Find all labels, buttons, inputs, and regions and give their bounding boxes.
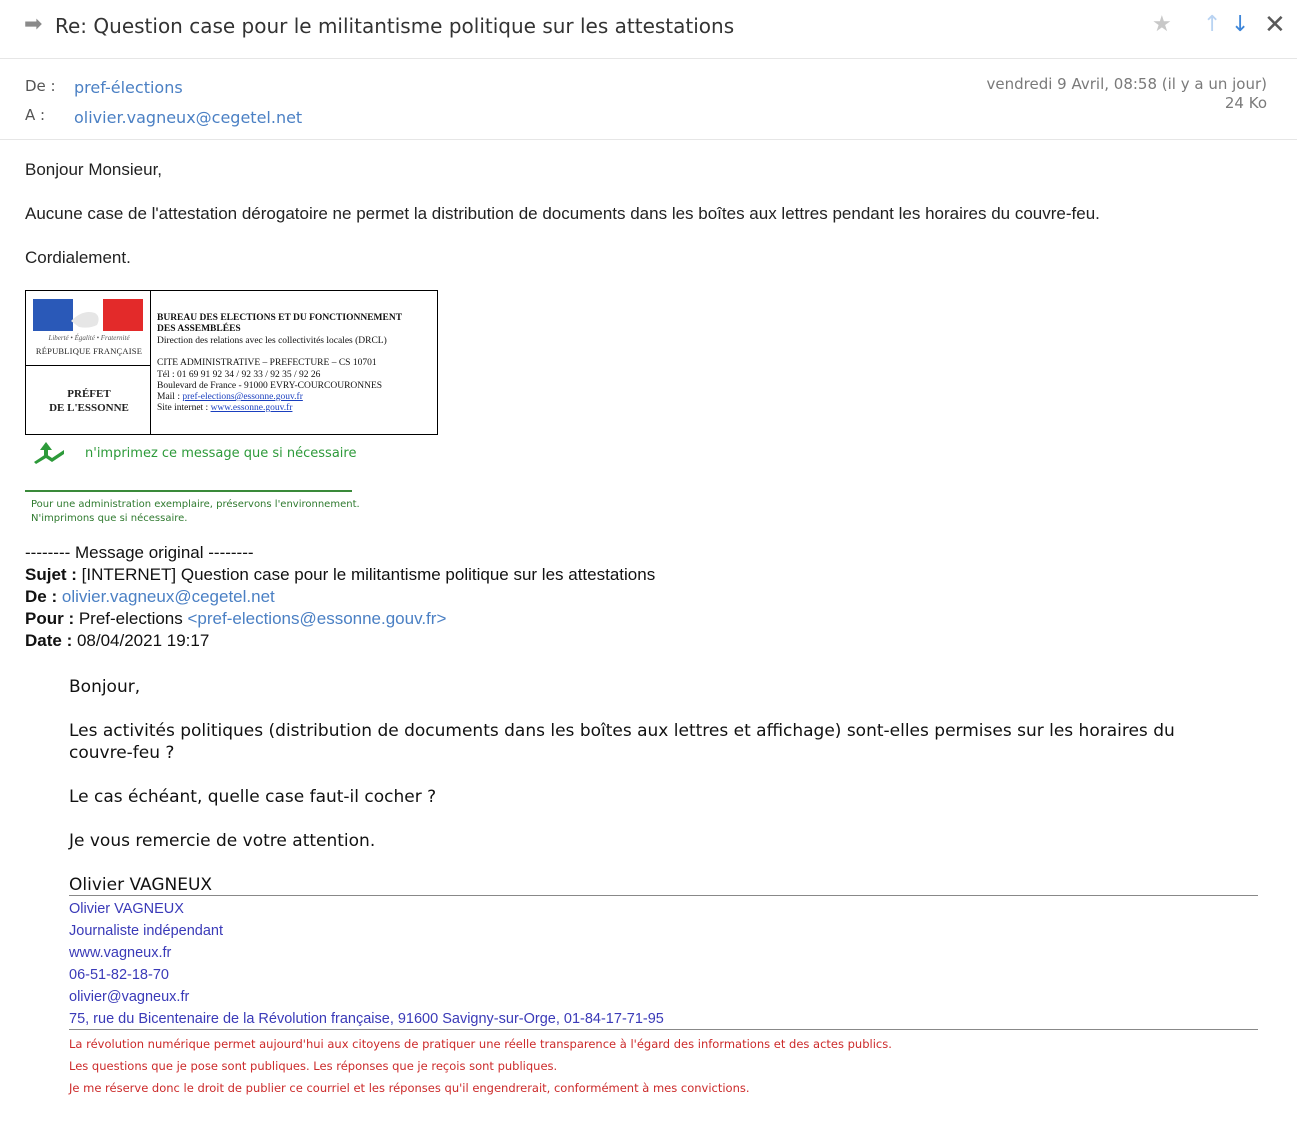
body-greeting: Bonjour Monsieur,	[25, 160, 163, 179]
prefet-label: PRÉFET DE L'ESSONNE	[49, 388, 129, 414]
tel-line: Tél : 01 69 91 92 34 / 92 33 / 92 35 / 92 26	[157, 370, 321, 380]
quoted-paragraph: Les activités politiques (distribution de documents dans les boîtes aux lettres et affichage) sont-elles permises sur les horaires du	[69, 721, 1175, 741]
disclaimer-line: Les questions que je pose sont publiques. Les réponses que je reçois sont publiques.	[69, 1059, 558, 1073]
arrow-down-icon[interactable]: ↓	[1231, 12, 1250, 37]
bureau-line: BUREAU DES ELECTIONS ET DU FONCTIONNEMENT	[157, 313, 403, 323]
mail-line: Mail : pref-elections@essonne.gouv.fr	[157, 392, 303, 402]
prefecture-signature	[25, 290, 438, 435]
mail-link[interactable]: pref-elections@essonne.gouv.fr	[182, 392, 303, 402]
direction-line: Direction des relations avec les collectivités locales (DRCL)	[157, 336, 387, 346]
eco-notice: n'imprimez ce message que si nécessaire	[85, 446, 357, 461]
original-from-link[interactable]: olivier.vagneux@cegetel.net	[61, 587, 275, 606]
print-eco-icon	[32, 440, 66, 466]
sender-email[interactable]: olivier@vagneux.fr	[69, 989, 190, 1005]
republic-motto: Liberté • Égalité • Fraternité	[48, 334, 130, 342]
sender-phone: 06-51-82-18-70	[69, 967, 169, 983]
quoted-paragraph: Je vous remercie de votre attention.	[69, 831, 376, 851]
cite-line: CITE ADMINISTRATIVE – PREFECTURE – CS 10701	[157, 358, 377, 368]
original-to: Pour : Pref-elections <pref-elections@essonne.gouv.fr>	[25, 609, 447, 628]
star-icon[interactable]: ★	[1152, 12, 1172, 37]
eco-small-line: N'imprimons que si nécessaire.	[31, 513, 188, 524]
from-value[interactable]: pref-élections	[74, 78, 183, 97]
quoted-paragraph: Le cas échéant, quelle case faut-il cocher ?	[69, 787, 437, 807]
close-icon[interactable]: ✕	[1264, 10, 1286, 40]
original-separator: -------- Message original --------	[25, 543, 254, 562]
site-line: Site internet : www.essonne.gouv.fr	[157, 403, 293, 413]
to-label: A :	[25, 106, 46, 124]
from-label: De :	[25, 77, 56, 95]
original-to-link[interactable]: <pref-elections@essonne.gouv.fr>	[187, 609, 447, 628]
divider	[150, 291, 151, 434]
site-link[interactable]: www.essonne.gouv.fr	[210, 403, 293, 413]
body-closing: Cordialement.	[25, 248, 131, 267]
body-line: Aucune case de l'attestation dérogatoire ne permet la distribution de documents dans les boîtes aux lettres pendant les horaires du couvre-feu.	[25, 204, 1100, 223]
marianne-logo-icon	[33, 299, 143, 331]
bureau-line: DES ASSEMBLÉES	[157, 324, 241, 334]
eco-divider	[25, 490, 352, 492]
quoted-signature-name: Olivier VAGNEUX	[69, 875, 213, 895]
disclaimer-line: La révolution numérique permet aujourd'hui aux citoyens de pratiquer une réelle transparence à l'égard des informations et des actes publics.	[69, 1037, 892, 1051]
signature-divider	[69, 895, 1258, 896]
original-date: Date : 08/04/2021 19:17	[25, 631, 210, 650]
message-header	[0, 59, 1297, 140]
to-value[interactable]: olivier.vagneux@cegetel.net	[74, 108, 303, 127]
divider	[26, 365, 150, 366]
arrow-up-icon[interactable]: ↑	[1203, 12, 1222, 37]
republique-francaise: RÉPUBLIQUE FRANÇAISE	[35, 346, 143, 356]
message-toolbar	[0, 0, 1297, 59]
sender-title: Journaliste indépendant	[69, 923, 223, 939]
address-line: Boulevard de France - 91000 EVRY-COURCOURONNES	[157, 381, 383, 391]
message-date: vendredi 9 Avril, 08:58 (il y a un jour)	[986, 75, 1267, 93]
quoted-paragraph: couvre-feu ?	[69, 743, 175, 763]
original-subject: Sujet : [INTERNET] Question case pour le militantisme politique sur les attestations	[25, 565, 656, 584]
reply-arrow-icon: ➡	[24, 12, 43, 37]
original-from: De : olivier.vagneux@cegetel.net	[25, 587, 275, 606]
message-subject: Re: Question case pour le militantisme politique sur les attestations	[55, 14, 735, 38]
quoted-greeting: Bonjour,	[69, 677, 141, 697]
sender-website[interactable]: www.vagneux.fr	[69, 945, 172, 961]
message-size: 24 Ko	[1224, 94, 1267, 112]
eco-small-line: Pour une administration exemplaire, préservons l'environnement.	[31, 499, 360, 510]
signature-divider	[69, 1029, 1258, 1030]
disclaimer-line: Je me réserve donc le droit de publier ce courriel et les réponses qu'il engendrerait, conformément à mes convictions.	[69, 1081, 750, 1095]
sender-name: Olivier VAGNEUX	[69, 901, 184, 917]
sender-address: 75, rue du Bicentenaire de la Révolution française, 91600 Savigny-sur-Orge, 01-84-17-71-95	[69, 1011, 664, 1027]
